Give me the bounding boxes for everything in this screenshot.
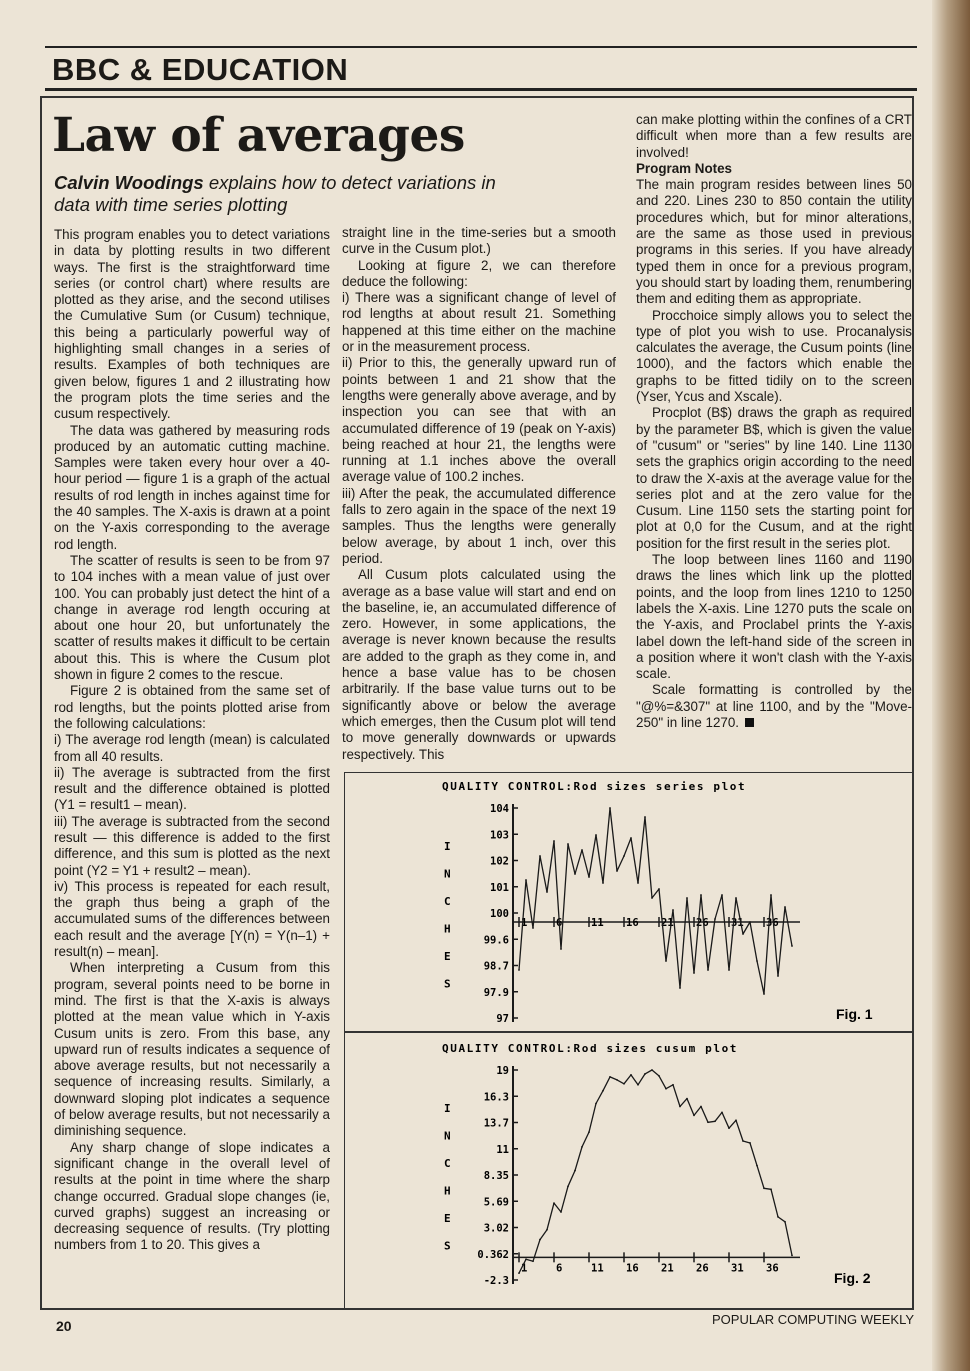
- data-point: [700, 1106, 702, 1108]
- y-tick-label: 101: [490, 881, 509, 894]
- x-tick-label: 36: [766, 917, 779, 929]
- y-axis-label-letter: E: [444, 950, 451, 963]
- x-tick-label: 6: [556, 917, 563, 929]
- data-point: [707, 1121, 709, 1123]
- paragraph: can make plotting within the confines of a CRT difficult when more than a few results are involved!: [636, 112, 912, 160]
- data-point: [637, 1084, 639, 1086]
- data-point: [763, 1187, 765, 1189]
- y-tick-label: 100: [490, 908, 509, 920]
- data-point: [770, 1188, 772, 1190]
- data-point: [609, 1076, 611, 1078]
- y-tick-label: 19: [496, 1065, 509, 1077]
- x-tick-label: 1: [521, 917, 528, 929]
- data-point: [602, 1090, 604, 1092]
- list-item: iv) This process is repeated for each result, the graph thus being a graph of the accumulated sums of the differences between each result and the average [Y(n) = Y(n–1) + result(n) – mean].: [54, 878, 330, 960]
- data-point: [532, 1260, 534, 1262]
- data-point: [777, 1216, 779, 1218]
- data-point: [574, 1170, 576, 1172]
- y-axis-label-letter: H: [444, 1184, 451, 1198]
- x-tick-label: 21: [661, 1262, 674, 1275]
- list-item: ii) The average is subtracted from the first result and the difference obtained is plotted (Y1 = result1 – mean).: [54, 764, 330, 813]
- data-point: [651, 1069, 653, 1071]
- data-point: [686, 1098, 688, 1100]
- y-tick-label: 98.7: [483, 960, 509, 973]
- data-point: [749, 1142, 751, 1144]
- data-point: [665, 1088, 667, 1090]
- data-point: [525, 1258, 527, 1260]
- data-point: [560, 1211, 562, 1213]
- y-tick-label: 8.35: [483, 1170, 509, 1182]
- paragraph: Looking at figure 2, we can therefore deduce the following:: [342, 257, 616, 289]
- data-point: [791, 1254, 793, 1256]
- list-item: i) The average rod length (mean) is calculated from all 40 results.: [54, 732, 330, 764]
- data-point: [518, 1272, 520, 1274]
- paragraph: The data was gathered by measuring rods produced by an automatic cutting machine. Samples were taken every hour over a 40-hour period — figure 1 is a graph of the actual results of rod length in inches against time for the 40 samples. The X-axis is drawn at a point on the Y-axis corresponding to the average rod length.: [54, 422, 330, 552]
- y-tick-label: 16.3: [483, 1091, 509, 1104]
- figure-caption: Fig. 2: [834, 1270, 871, 1286]
- x-tick-label: 16: [626, 1262, 639, 1275]
- data-point: [539, 1239, 541, 1241]
- list-item: iii) The average is subtracted from the second result — this difference is added to the first difference, and this sum is plotted as the next point (Y2 = Y1 + result2 – mean).: [54, 813, 330, 878]
- paragraph: straight line in the time-series but a smooth curve in the Cusum plot.): [342, 225, 616, 257]
- x-tick-label: 21: [661, 917, 674, 929]
- publication-name: POPULAR COMPUTING WEEKLY: [711, 1312, 914, 1327]
- x-tick-label: 26: [696, 1262, 709, 1275]
- y-axis-label-letter: C: [444, 1157, 451, 1170]
- y-axis-label-letter: H: [444, 922, 451, 936]
- series-line: [519, 1070, 792, 1273]
- paragraph: When interpreting a Cusum from this program, several points need to be borne in mind. The first is that the X-axis is always plotted at the mean value which in Y-axis Cusum units is zero. From this base, any upward run of results indicates a sequence of above average results, but not necessarily a sequence of increasing results. Similarly, a downward sloping plot indicates a sequence of below average results, but not necessarily a diminishing sequence.: [54, 960, 330, 1139]
- data-point: [721, 1111, 723, 1113]
- paragraph: The scatter of results is seen to be from 97 to 104 inches with a mean value of just over 100. You can probably just detect the hint of a change in average rod length occuring at about one hour 20, but unfortunately the scatter of results makes it difficult to be certain about this. This is where the Cusum plot shown in figure 2 comes to the rescue.: [54, 552, 330, 683]
- y-tick-label: 3.02: [483, 1222, 509, 1235]
- x-tick-label: 31: [731, 1262, 744, 1275]
- paragraph: This program enables you to detect variations in data by plotting results in two different ways. The first is the straightforward time series (or control chart) where results are plotted as they arise, and the second utilises the Cumulative Sum (or Cusum) technique, this being a particularly powerful way of highlighting small changes in a series of results. Examples of both techniques are given below, figures 1 and 2 illustrating how the program plots the time series and the cusum respectively.: [54, 227, 330, 422]
- y-tick-label: 97.9: [483, 986, 509, 999]
- x-tick-label: 1: [521, 1262, 528, 1275]
- paragraph: All Cusum plots calculated using the average as a base value will start and end on the baseline, ie, an accumulated difference of zero. However, in some applications, the average is never known because the results are added to the graph as they come in, and hence a base value has to be chosen arbitrarily. If the base value turns out to be significantly above or below the average which emerges, then the Cusum plot will tend to move generally downwards or upwards respectively. This: [342, 567, 616, 762]
- y-tick-label: 99.6: [483, 934, 509, 947]
- chart-title: QUALITY CONTROL:Rod sizes cusum plot: [442, 1042, 739, 1055]
- y-tick-label: 0.362: [477, 1248, 509, 1261]
- paragraph: The main program resides between lines 50 and 220. Lines 230 to 850 contain the utility procedures which, but for minor alterations, are the same as those used in previous programs in this series. If you have already typed them in once for a previous program, you should start by loading them, renumbering them and editing them as appropriate.: [636, 177, 912, 307]
- section-header: BBC & EDUCATION: [52, 52, 349, 87]
- data-point: [644, 1073, 646, 1075]
- data-point: [630, 1074, 632, 1076]
- y-axis-label-letter: E: [444, 1212, 451, 1225]
- x-tick-label: 16: [626, 917, 639, 929]
- data-point: [623, 1083, 625, 1085]
- list-item: ii) Prior to this, the generally upward run of points between 1 and 21 show that the lengths were generally above average, and by inspection you can see that with an accumulated difference of 19 (peak on Y-axis) being reached at hour 21, the lengths were running at 1.1 inches above the overall average value of 100.2 inches.: [342, 355, 616, 485]
- y-tick-label: -2.3: [483, 1275, 509, 1287]
- y-tick-label: 11: [496, 1143, 509, 1156]
- paragraph: Any sharp change of slope indicates a significant change in the overall level of results at the point in time where the sharp change occurred. Gradual slope changes (ie, curved graphs) suggest an increasing or decreasing sequence of results. (Try plotting numbers from 1 to 20. This gives a: [54, 1139, 330, 1253]
- x-tick-label: 36: [766, 1262, 779, 1275]
- data-point: [679, 1106, 681, 1108]
- y-axis-label-letter: I: [444, 1102, 451, 1115]
- x-tick-label: 26: [696, 917, 709, 929]
- data-point: [567, 1185, 569, 1187]
- y-axis-label-letter: N: [444, 867, 451, 881]
- chart-title: QUALITY CONTROL:Rod sizes series plot: [442, 780, 747, 793]
- y-tick-label: 102: [490, 855, 509, 868]
- article-title: Law of averages: [52, 108, 465, 163]
- data-point: [616, 1079, 618, 1081]
- data-point: [728, 1127, 730, 1129]
- y-axis-label-letter: C: [444, 895, 451, 908]
- figure-caption: Fig. 1: [836, 1006, 873, 1022]
- y-tick-label: 97: [496, 1013, 509, 1025]
- paragraph: The loop between lines 1160 and 1190 draws the lines which link up the plotted points, and the loop from lines 1210 to 1250 labels the X-axis. Line 1270 puts the scale on the Y-axis, and Proclabel prints the Y-axis label down the left-hand side of the screen in a position where it won't clash with the Y-axis scale.: [636, 552, 912, 682]
- data-point: [784, 1221, 786, 1223]
- data-point: [742, 1140, 744, 1142]
- y-tick-label: 103: [490, 829, 509, 842]
- x-tick-label: 11: [591, 1262, 604, 1275]
- y-tick-label: 5.69: [483, 1196, 509, 1209]
- subheading-program-notes: Program Notes: [636, 160, 732, 176]
- page-number: 20: [56, 1318, 72, 1334]
- data-point: [581, 1146, 583, 1148]
- y-axis-label-letter: I: [444, 840, 451, 853]
- y-tick-label: 104: [490, 803, 509, 815]
- x-tick-label: 11: [591, 917, 604, 929]
- paragraph-text: Scale formatting is controlled by the "@%=&307" at line 1100, and by the "Move-250" in line 1270.: [636, 682, 912, 730]
- standfirst-text: explains how to detect variations in data with time series plotting: [54, 172, 496, 215]
- y-axis-label-letter: S: [444, 1239, 451, 1253]
- paragraph: Procplot (B$) draws the graph as required by the parameter B$, which is given the value of "cusum" or "series" by line 140. Line 1130 sets the graphics origin according to the need to draw the X-axis at the average value for the series plot and at the zero value for the Cusum. Line 1150 sets the starting point for plot at 0,0 for the Cusum, and at the right position for the first result in the series plot.: [636, 405, 912, 551]
- data-point: [658, 1075, 660, 1077]
- paragraph: Procchoice simply allows you to select the type of plot you wish to use. Procanalysis calculates the average, the Cusum points (line 1000), and the factors which enable the graphs to be fitted tidily on to the screen (Yser, Ycus and Xscale).: [636, 307, 912, 405]
- data-point: [672, 1084, 674, 1086]
- data-point: [714, 1120, 716, 1122]
- data-point: [588, 1131, 590, 1133]
- x-tick-label: 6: [556, 1262, 563, 1275]
- y-axis-label-letter: S: [444, 977, 451, 991]
- x-tick-label: 31: [731, 917, 744, 929]
- data-point: [546, 1229, 548, 1231]
- author-name: Calvin Woodings: [54, 172, 204, 193]
- data-point: [756, 1165, 758, 1167]
- list-item: iii) After the peak, the accumulated difference falls to zero again in the space of the next 19 samples. Thus the lengths were generally below average, by about 1 inch, over this period.: [342, 485, 616, 566]
- data-point: [595, 1103, 597, 1105]
- list-item: i) There was a significant change of level of rod lengths at about result 21. Something happened at this time either on the machine or in the measurement process.: [342, 290, 616, 355]
- data-point: [693, 1114, 695, 1116]
- y-tick-label: 13.7: [483, 1117, 509, 1130]
- data-point: [735, 1119, 737, 1121]
- y-axis-label-letter: N: [444, 1129, 451, 1143]
- paragraph: Figure 2 is obtained from the same set of rod lengths, but the points plotted arise from the following calculations:: [54, 683, 330, 731]
- data-point: [553, 1202, 555, 1204]
